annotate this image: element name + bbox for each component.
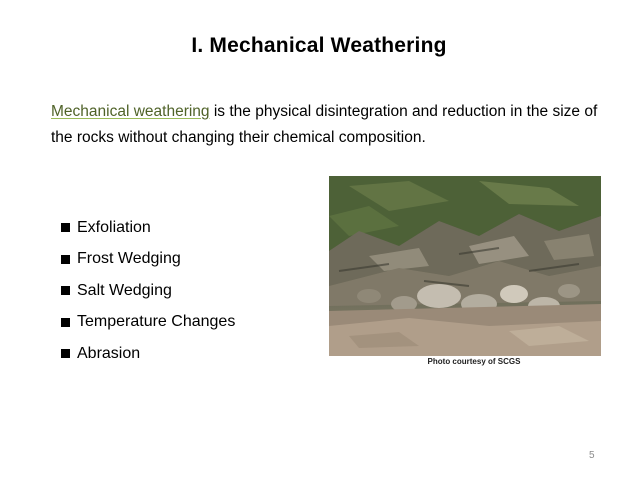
list-item-label: Exfoliation: [77, 218, 151, 236]
weathering-types-list: [61, 212, 235, 370]
bullet-square-icon: [61, 255, 70, 264]
bullet-square-icon: [61, 349, 70, 358]
slide-title: I. Mechanical Weathering: [191, 34, 447, 57]
list-item-label: Salt Wedging: [77, 281, 172, 299]
bullet-square-icon: [61, 286, 70, 295]
list-item: [61, 307, 235, 339]
definition-text: is the physical disintegration and reduction in the size of the rocks without changing their chemical composition.: [51, 103, 598, 146]
list-item-label: Frost Wedging: [77, 250, 181, 268]
intro-paragraph: [51, 99, 623, 151]
page-number: 5: [589, 450, 595, 461]
photo-credit: Photo courtesy of SCGS: [427, 357, 521, 366]
list-item: [61, 244, 235, 276]
list-item: [61, 275, 235, 307]
list-item: [61, 338, 235, 370]
list-item: [61, 212, 235, 244]
bullet-square-icon: [61, 318, 70, 327]
list-item-label: Temperature Changes: [77, 313, 236, 331]
bullet-square-icon: [61, 223, 70, 232]
rock-outcrop-photo: [329, 176, 601, 356]
list-item-label: Abrasion: [77, 344, 141, 362]
key-term: Mechanical weathering: [51, 103, 210, 120]
